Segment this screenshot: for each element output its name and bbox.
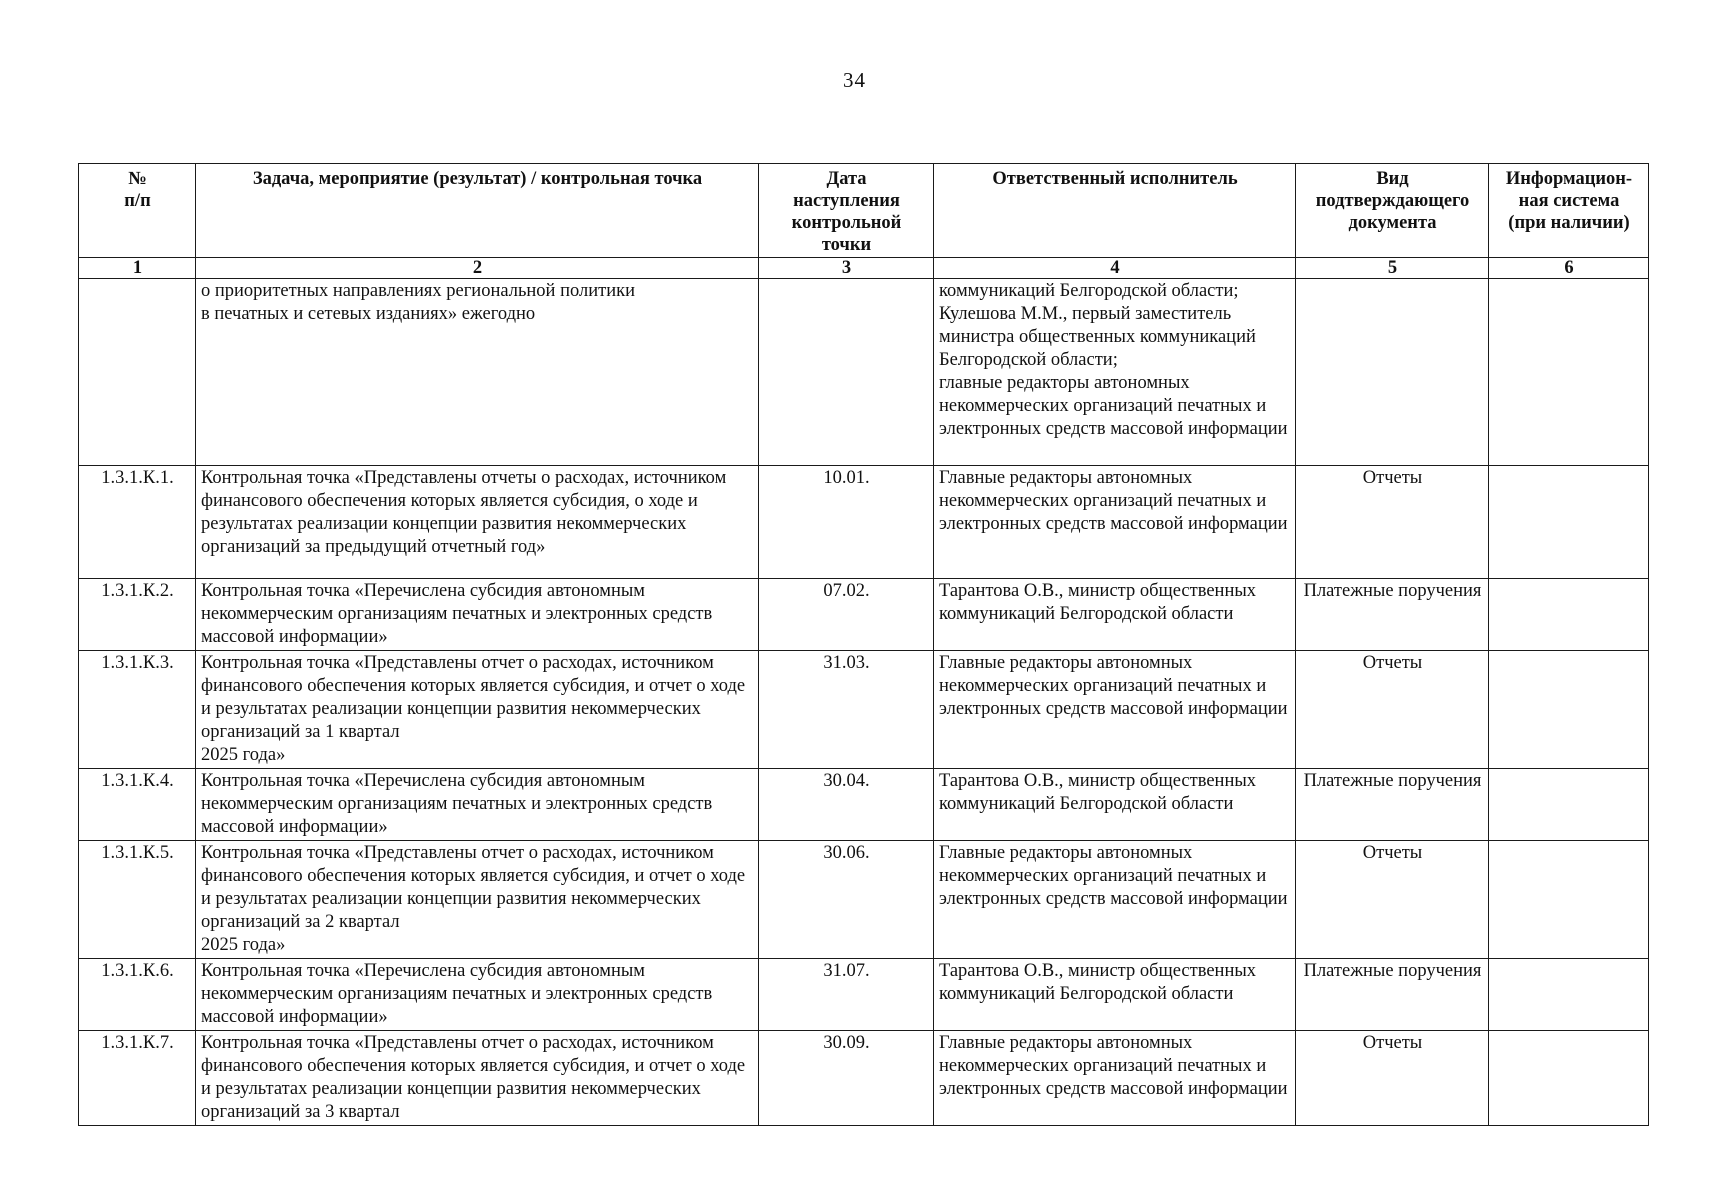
row-task: Контрольная точка «Перечислена субсидия автономным некоммерческим организациям печатных и электронных средств массовой информации» [196, 579, 759, 651]
row-task: Контрольная точка «Представлены отчет о расходах, источником финансового обеспечения которых является субсидия, и отчет о ходе и результатах реализации концепции развития некоммерческих организаций за 1 квартал 2025 года» [196, 651, 759, 769]
table-row [79, 769, 1649, 841]
row-date: 30.09. [759, 1031, 934, 1126]
header-information-system: Информацион- ная система (при наличии) [1489, 164, 1649, 258]
row-date [759, 279, 934, 466]
row-information-system [1489, 1031, 1649, 1126]
row-responsible: Тарантова О.В., министр общественных коммуникаций Белгородской области [934, 579, 1296, 651]
row-responsible: Тарантова О.В., министр общественных коммуникаций Белгородской области [934, 769, 1296, 841]
row-number: 1.3.1.К.1. [79, 466, 196, 579]
row-number: 1.3.1.К.5. [79, 841, 196, 959]
table-row [79, 1031, 1649, 1126]
row-document-type: Отчеты [1296, 1031, 1489, 1126]
column-number: 2 [196, 258, 759, 279]
column-number-row [79, 258, 1649, 279]
row-responsible: Тарантова О.В., министр общественных коммуникаций Белгородской области [934, 959, 1296, 1031]
row-document-type: Платежные поручения [1296, 959, 1489, 1031]
row-task: Контрольная точка «Перечислена субсидия автономным некоммерческим организациям печатных и электронных средств массовой информации» [196, 769, 759, 841]
row-number: 1.3.1.К.3. [79, 651, 196, 769]
table-row-continuation [79, 279, 1649, 466]
row-information-system [1489, 466, 1649, 579]
row-date: 31.07. [759, 959, 934, 1031]
row-task: Контрольная точка «Представлены отчет о расходах, источником финансового обеспечения которых является субсидия, и отчет о ходе и результатах реализации концепции развития некоммерческих организаций за 3 квартал [196, 1031, 759, 1126]
row-date: 07.02. [759, 579, 934, 651]
row-task: о приоритетных направлениях региональной политики в печатных и сетевых изданиях» ежегодно [196, 279, 759, 466]
row-responsible: Главные редакторы автономных некоммерческих организаций печатных и электронных средств массовой информации [934, 466, 1296, 579]
row-responsible: коммуникаций Белгородской области; Кулешова М.М., первый заместитель министра общественных коммуникаций Белгородской области; главные редакторы автономных некоммерческих организаций печатных и электронных средств массовой информации [934, 279, 1296, 466]
row-document-type: Отчеты [1296, 651, 1489, 769]
row-date: 30.06. [759, 841, 934, 959]
row-number: 1.3.1.К.2. [79, 579, 196, 651]
column-number: 5 [1296, 258, 1489, 279]
column-number: 3 [759, 258, 934, 279]
row-task: Контрольная точка «Представлены отчеты о расходах, источником финансового обеспечения которых является субсидия, о ходе и результатах реализации концепции развития некоммерческих организаций за предыдущий отчетный год» [196, 466, 759, 579]
header-document-type: Вид подтверждающего документа [1296, 164, 1489, 258]
header-date: Дата наступления контрольной точки [759, 164, 934, 258]
control-points-table [78, 163, 1649, 1126]
column-number: 6 [1489, 258, 1649, 279]
table-row [79, 466, 1649, 579]
header-number: № п/п [79, 164, 196, 258]
row-task: Контрольная точка «Представлены отчет о расходах, источником финансового обеспечения которых является субсидия, и отчет о ходе и результатах реализации концепции развития некоммерческих организаций за 2 квартал 2025 года» [196, 841, 759, 959]
row-number: 1.3.1.К.7. [79, 1031, 196, 1126]
table-row [79, 579, 1649, 651]
row-responsible: Главные редакторы автономных некоммерческих организаций печатных и электронных средств массовой информации [934, 651, 1296, 769]
row-document-type: Отчеты [1296, 466, 1489, 579]
row-document-type [1296, 279, 1489, 466]
table-row [79, 959, 1649, 1031]
row-date: 31.03. [759, 651, 934, 769]
row-information-system [1489, 279, 1649, 466]
row-task: Контрольная точка «Перечислена субсидия автономным некоммерческим организациям печатных и электронных средств массовой информации» [196, 959, 759, 1031]
row-number: 1.3.1.К.4. [79, 769, 196, 841]
row-number [79, 279, 196, 466]
row-information-system [1489, 959, 1649, 1031]
row-information-system [1489, 769, 1649, 841]
row-number: 1.3.1.К.6. [79, 959, 196, 1031]
row-responsible: Главные редакторы автономных некоммерческих организаций печатных и электронных средств массовой информации [934, 841, 1296, 959]
row-document-type: Платежные поручения [1296, 769, 1489, 841]
row-responsible: Главные редакторы автономных некоммерческих организаций печатных и электронных средств массовой информации [934, 1031, 1296, 1126]
row-date: 30.04. [759, 769, 934, 841]
header-task: Задача, мероприятие (результат) / контрольная точка [196, 164, 759, 258]
column-number: 4 [934, 258, 1296, 279]
table-header-row [79, 164, 1649, 258]
row-document-type: Отчеты [1296, 841, 1489, 959]
row-information-system [1489, 841, 1649, 959]
header-responsible: Ответственный исполнитель [934, 164, 1296, 258]
table-row [79, 651, 1649, 769]
row-document-type: Платежные поручения [1296, 579, 1489, 651]
row-date: 10.01. [759, 466, 934, 579]
row-information-system [1489, 579, 1649, 651]
table-row [79, 841, 1649, 959]
row-information-system [1489, 651, 1649, 769]
page-number: 34 [843, 68, 866, 92]
column-number: 1 [79, 258, 196, 279]
